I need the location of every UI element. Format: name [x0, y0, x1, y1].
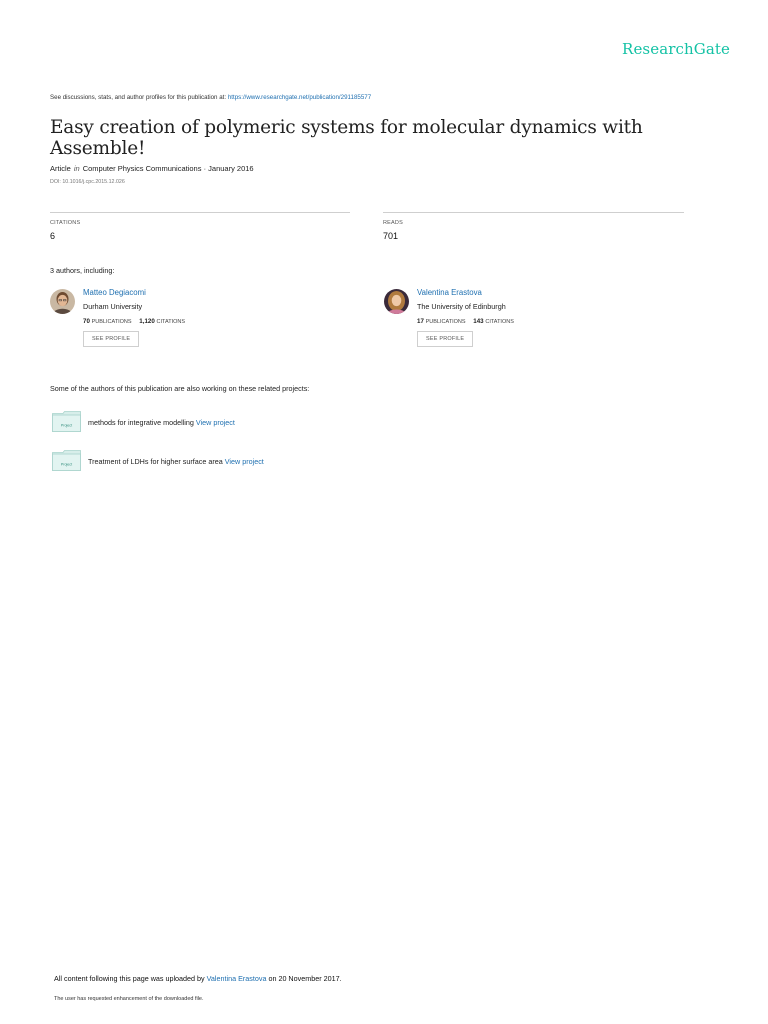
paper-title: Easy creation of polymeric systems for molecular dynamics with Assemble!: [50, 117, 643, 159]
person-photo-male-icon: [50, 289, 75, 314]
author-info: [417, 288, 677, 347]
author-name-link[interactable]: Valentina Erastova: [417, 288, 482, 297]
projects-heading: Some of the authors of this publication are also working on these related projects:: [50, 384, 310, 393]
person-photo-female-icon: [384, 289, 409, 314]
author-institution: Durham University: [83, 302, 143, 311]
see-profile-button[interactable]: SEE PROFILE: [83, 331, 139, 347]
author-stats: [417, 318, 677, 325]
reads-stat: [383, 212, 684, 241]
avatar[interactable]: [50, 289, 75, 314]
author-info: [83, 288, 343, 347]
view-project-link[interactable]: View project: [195, 418, 235, 427]
author-name-link[interactable]: Matteo Degiacomi: [83, 288, 146, 297]
reads-label: READS: [383, 220, 403, 226]
upload-suffix: on 20 November 2017.: [266, 974, 342, 983]
citations-count: 1,120: [139, 318, 155, 325]
upload-notice: [54, 974, 342, 983]
project-name: Treatment of LDHs for higher surface area: [88, 457, 223, 466]
project-name: methods for integrative modelling: [88, 418, 194, 427]
project-icon-label: Project: [60, 462, 73, 467]
upload-prefix: All content following this page was uploaded by: [54, 974, 207, 983]
citations-label: CITATIONS: [485, 319, 514, 325]
citations-label: CITATIONS: [156, 319, 186, 325]
discussions-prefix: See discussions, stats, and author profiles for this publication at:: [50, 94, 228, 101]
enhancement-note: The user has requested enhancement of the downloaded file.: [54, 996, 204, 1002]
project-text: [88, 418, 235, 427]
author-stats: [83, 318, 343, 325]
citations-value: 6: [50, 231, 56, 241]
publication-meta: [50, 164, 254, 173]
publication-url-link[interactable]: https://www.researchgate.net/publication/291185577: [227, 94, 372, 101]
project-folder-icon: [52, 450, 81, 471]
see-profile-button[interactable]: SEE PROFILE: [417, 331, 473, 347]
project-text: [88, 457, 264, 466]
publications-label: PUBLICATIONS: [91, 319, 132, 325]
citations-stat: [50, 212, 350, 241]
project-folder-icon: [52, 411, 81, 432]
uploader-link[interactable]: Valentina Erastova: [206, 974, 267, 983]
authors-heading: 3 authors, including:: [50, 266, 115, 275]
publications-label: PUBLICATIONS: [425, 319, 466, 325]
citations-label: CITATIONS: [50, 220, 81, 226]
discussions-line: [50, 94, 371, 101]
journal-date: Computer Physics Communications · January 2016: [82, 164, 254, 173]
publications-count: 17: [417, 318, 424, 325]
reads-value: 701: [383, 231, 399, 241]
researchgate-logo[interactable]: ResearchGate: [622, 40, 730, 58]
view-project-link[interactable]: View project: [224, 457, 264, 466]
citations-count: 143: [473, 318, 484, 325]
author-institution: The University of Edinburgh: [417, 302, 506, 311]
in-word: in: [73, 164, 80, 173]
project-icon-label: Project: [60, 423, 73, 428]
avatar[interactable]: [384, 289, 409, 314]
doi: DOI: 10.1016/j.cpc.2015.12.026: [50, 179, 125, 185]
article-type: Article: [50, 164, 71, 173]
publications-count: 70: [83, 318, 90, 325]
